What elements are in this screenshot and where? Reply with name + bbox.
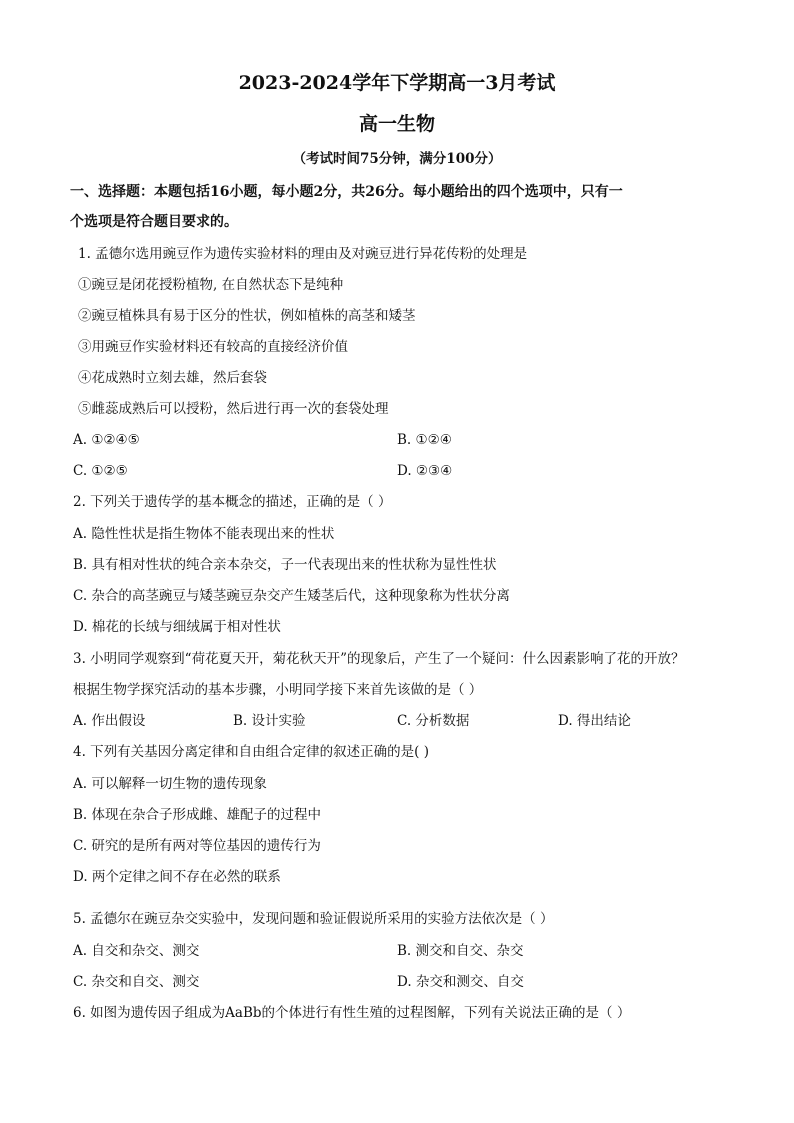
q1-item-2: ②豌豆植株具有易于区分的性状，例如植株的高茎和矮茎 [78, 308, 416, 324]
question-4-stem: 4. 下列有关基因分离定律和自由组合定律的叙述正确的是( ) [73, 744, 429, 760]
question-5-stem: 5. 孟德尔在豌豆杂交实验中，发现问题和验证假说所采用的实验方法依次是（ ） [73, 911, 554, 927]
exam-title: 2023-2024学年下学期高一3月考试 [238, 72, 556, 94]
exam-time-note: （考试时间75分钟，满分100分） [292, 151, 502, 167]
q4-option-b: B. 体现在杂合子形成雌、雄配子的过程中 [73, 807, 322, 823]
subject-title: 高一生物 [358, 113, 435, 135]
q4-option-a: A. 可以解释一切生物的遗传现象 [73, 776, 267, 792]
q4-option-d: D. 两个定律之间不存在必然的联系 [73, 869, 281, 885]
q1-option-c: C. ①②⑤ [73, 463, 128, 479]
q5-option-b: B. 测交和自交、杂交 [397, 943, 524, 959]
q1-item-4: ④花成熟时立刻去雄，然后套袋 [78, 370, 267, 386]
q2-option-b: B. 具有相对性状的纯合亲本杂交，子一代表现出来的性状称为显性性状 [73, 557, 497, 573]
q1-item-1: ①豌豆是闭花授粉植物, 在自然状态下是纯种 [78, 277, 344, 293]
q1-option-b: B. ①②④ [397, 432, 452, 448]
section-heading-cont: 个选项是符合题目要求的。 [70, 214, 238, 230]
question-2-stem: 2. 下列关于遗传学的基本概念的描述，正确的是（ ） [73, 494, 392, 510]
q5-option-c: C. 杂交和自交、测交 [73, 974, 200, 990]
q3-option-c: C. 分析数据 [397, 713, 470, 729]
q3-option-a: A. 作出假设 [73, 713, 146, 729]
q1-option-d: D. ②③④ [397, 463, 453, 479]
q1-item-3: ③用豌豆作实验材料还有较高的直接经济价值 [78, 339, 348, 355]
q1-item-5: ⑤雌蕊成熟后可以授粉，然后进行再一次的套袋处理 [78, 401, 389, 417]
question-1-stem: 1. 孟德尔选用豌豆作为遗传实验材料的理由及对豌豆进行异花传粉的处理是 [78, 246, 528, 262]
q3-option-d: D. 得出结论 [558, 713, 631, 729]
section-heading: 一、选择题：本题包括16小题，每小题2分，共26分。每小题给出的四个选项中，只有一 [70, 184, 623, 200]
q4-option-c: C. 研究的是所有两对等位基因的遗传行为 [73, 838, 321, 854]
q5-option-d: D. 杂交和测交、自交 [397, 974, 524, 990]
q2-option-a: A. 隐性性状是指生物体不能表现出来的性状 [73, 526, 335, 542]
question-3-stem-cont: 根据生物学探究活动的基本步骤，小明同学接下来首先该做的是（ ） [73, 682, 483, 698]
q2-option-c: C. 杂合的高茎豌豆与矮茎豌豆杂交产生矮茎后代，这种现象称为性状分离 [73, 588, 510, 604]
q5-option-a: A. 自交和杂交、测交 [73, 943, 200, 959]
q1-option-a: A. ①②④⑤ [73, 432, 140, 448]
question-3-stem: 3. 小明同学观察到“荷花夏天开，菊花秋天开”的现象后，产生了一个疑问：什么因素影响了花的开放？ [73, 651, 685, 667]
question-6-stem: 6. 如图为遗传因子组成为AaBb的个体进行有性生殖的过程图解，下列有关说法正确的是（ ） [73, 1005, 631, 1021]
q3-option-b: B. 设计实验 [233, 713, 306, 729]
q2-option-d: D. 棉花的长绒与细绒属于相对性状 [73, 619, 281, 635]
